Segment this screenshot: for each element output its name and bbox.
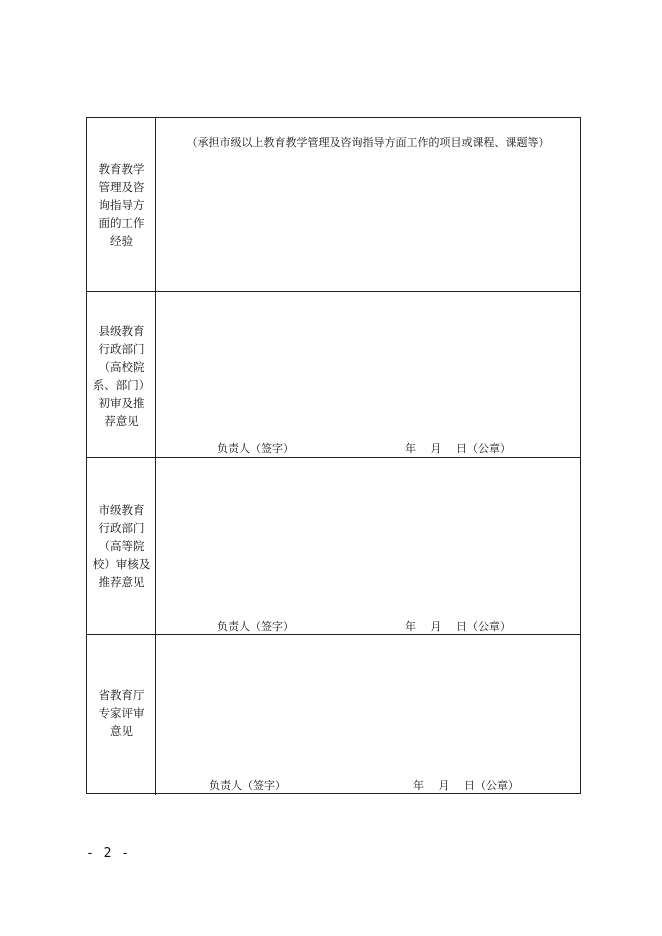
- row-city-review: [87, 458, 580, 635]
- label-cell-experience: [87, 118, 156, 291]
- row-experience: [87, 118, 580, 292]
- city-signer-label: 负责人（签字）: [217, 620, 294, 633]
- province-signer-label: 负责人（签字）: [209, 779, 286, 792]
- page-number: - 2 -: [86, 846, 131, 861]
- row-county-review: [87, 292, 580, 458]
- label-county-review: 县级教育 行政部门 （高校院 系、部门） 初审及推 荐意见: [92, 324, 151, 428]
- province-date-seal: 年 月 日（公章）: [413, 779, 519, 792]
- content-cell-province-review[interactable]: [156, 635, 580, 795]
- county-date-seal: 年 月 日（公章）: [405, 442, 511, 455]
- label-cell-city-review: [87, 458, 156, 634]
- row-province-review: [87, 635, 580, 795]
- content-cell-county-review[interactable]: [156, 292, 580, 457]
- county-signer-label: 负责人（签字）: [217, 442, 294, 455]
- label-cell-province-review: [87, 635, 156, 795]
- city-date-seal: 年 月 日（公章）: [405, 620, 511, 633]
- content-cell-experience[interactable]: [156, 118, 580, 291]
- label-province-review: 省教育厅 专家评审 意见: [98, 688, 145, 738]
- experience-hint: （承担市级以上教育教学管理及咨询指导方面工作的项目或课程、课题等）: [186, 136, 550, 149]
- review-form-table: [86, 117, 581, 794]
- label-cell-county-review: [87, 292, 156, 457]
- content-cell-city-review[interactable]: [156, 458, 580, 634]
- label-city-review: 市级教育 行政部门 （高等院 校）审核及 推荐意见: [92, 503, 151, 589]
- label-experience: 教育教学 管理及咨 询指导方 面的工作 经验: [98, 162, 145, 248]
